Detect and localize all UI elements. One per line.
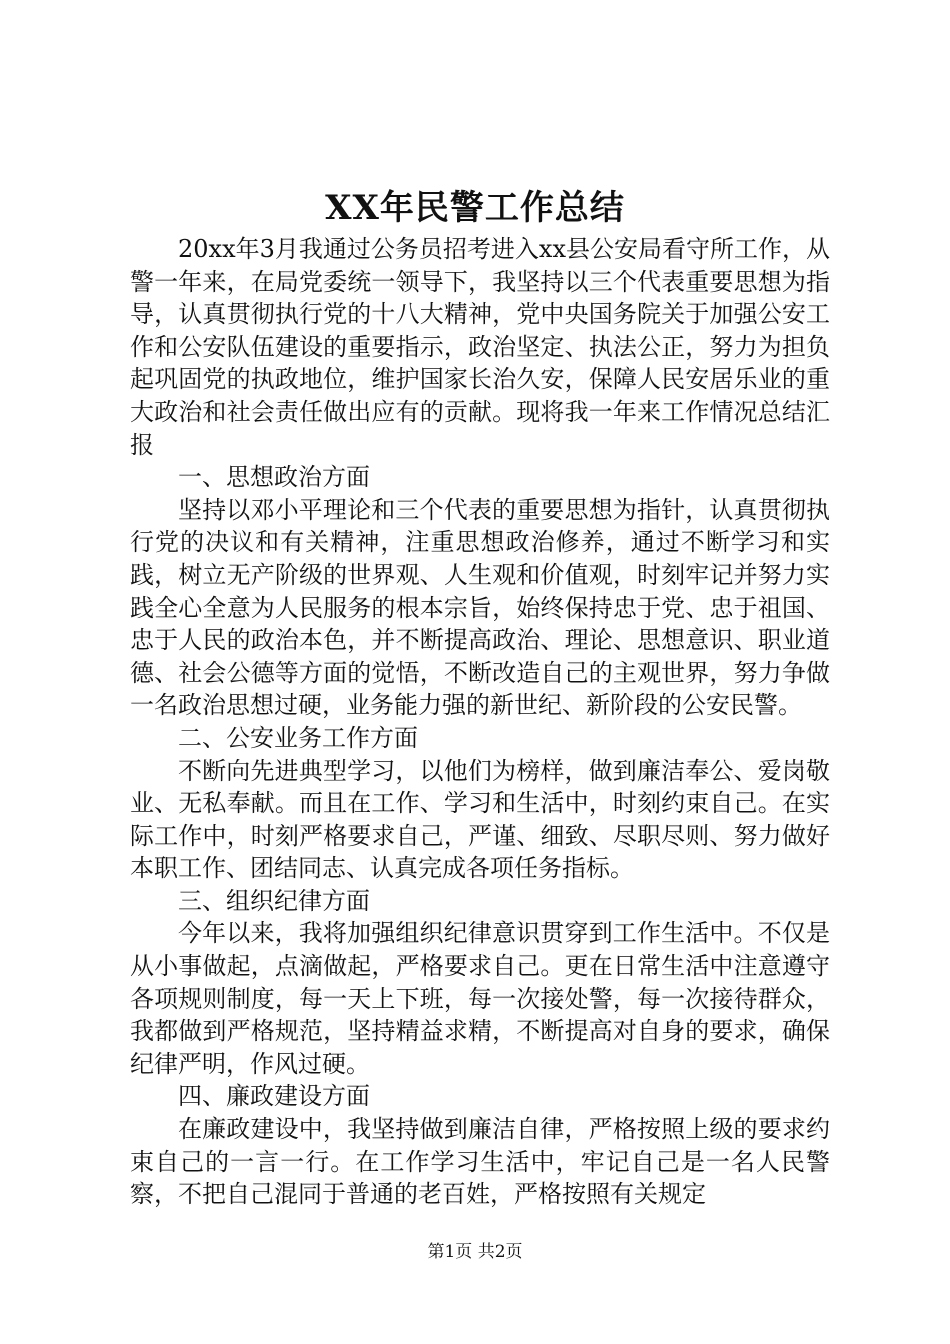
- section-heading-4: 四、廉政建设方面: [178, 1082, 370, 1111]
- page-footer: 第1页 共2页: [427, 1242, 523, 1262]
- section-heading-1: 一、思想政治方面: [178, 463, 370, 492]
- paragraph-section-4: 在廉政建设中，我坚持做到廉洁自律，严格按照上级的要求约束自己的一言一行。在工作学习生活中，牢记自己是一名人民警察，不把自己混同于普通的老百姓，严格按照有关规定: [130, 1115, 830, 1209]
- section-heading-2: 二、公安业务工作方面: [178, 723, 418, 752]
- paragraph-intro: 20xx年3月我通过公务员招考进入xx县公安局看守所工作，从警一年来，在局党委统一领导下，我坚持以三个代表重要思想为指导，认真贯彻执行党的十八大精神，党中央国务院关于加强公安工作和公安队伍建设的重要指示，政治坚定、执法公正，努力为担负起巩固党的执政地位，维护国家长治久安，保障人民安居乐业的重大政治和社会责任做出应有的贡献。现将我一年来工作情况总结汇报: [130, 235, 830, 459]
- paragraph-section-3: 今年以来，我将加强组织纪律意识贯穿到工作生活中。不仅是从小事做起，点滴做起，严格要求自己。更在日常生活中注意遵守各项规则制度，每一天上下班，每一次接处警，每一次接待群众，我都做到严格规范，坚持精益求精，不断提高对自身的要求，确保纪律严明，作风过硬。: [130, 919, 830, 1078]
- document-body: [130, 233, 830, 1211]
- document-title: XX年民警工作总结: [325, 188, 625, 228]
- paragraph-section-2: 不断向先进典型学习，以他们为榜样，做到廉洁奉公、爱岗敬业、无私奉献。而且在工作、学习和生活中，时刻约束自己。在实际工作中，时刻严格要求自己，严谨、细致、尽职尽则、努力做好本职工作、团结同志、认真完成各项任务指标。: [130, 756, 830, 883]
- paragraph-section-1: 坚持以邓小平理论和三个代表的重要思想为指针，认真贯彻执行党的决议和有关精神，注重思想政治修养，通过不断学习和实践，树立无产阶级的世界观、人生观和价值观，时刻牢记并努力实践全心全意为人民服务的根本宗旨，始终保持忠于党、忠于祖国、忠于人民的政治本色，并不断提高政治、理论、思想意识、职业道德、社会公德等方面的觉悟，不断改造自己的主观世界，努力争做一名政治思想过硬，业务能力强的新世纪、新阶段的公安民警。: [130, 495, 830, 720]
- section-heading-3: 三、组织纪律方面: [178, 886, 370, 915]
